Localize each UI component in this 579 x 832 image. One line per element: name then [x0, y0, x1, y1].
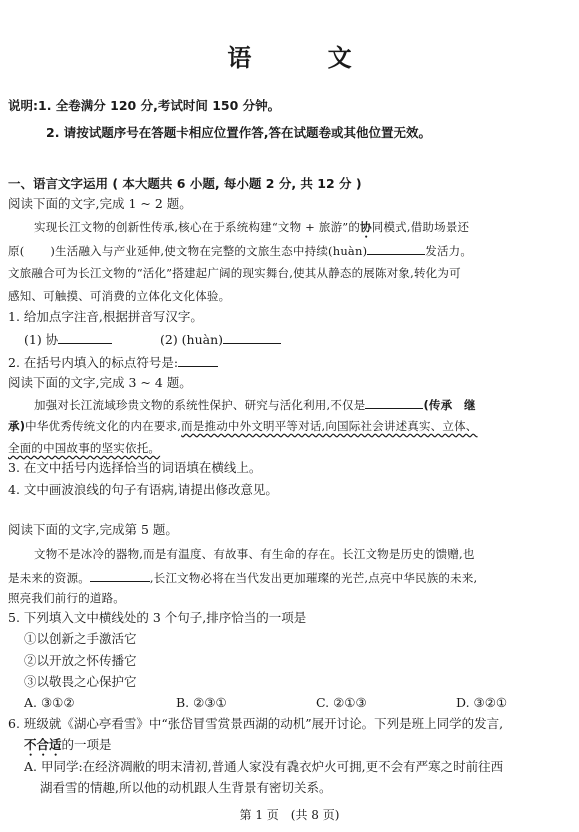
sentence-3: ③以敬畏之心保护它: [24, 674, 137, 689]
passage1-line-3: 文旅融合可为长江文物的“活化”搭建起广阔的现实舞台,使其从静态的展陈对象,转化为可: [8, 266, 461, 280]
question-6-line-1: 6. 班级就《湖心亭看雪》中“张岱冒雪赏景西湖的动机”展开讨论。下列是班上同学的发言,: [8, 716, 504, 731]
q1-item-label: (1) 协: [24, 332, 59, 347]
answer-blank: [223, 331, 281, 344]
question-5: 5. 下列填入文中横线处的 3 个句子,排序恰当的一项是: [8, 610, 307, 625]
question-4: 4. 文中画波浪线的句子有语病,请提出修改意见。: [8, 482, 278, 497]
passage1-text: )生活融入与产业延伸,使文物在完整的文旅生态中持续(huàn): [50, 244, 368, 258]
page-footer: 第 1 页 (共 8 页): [239, 808, 340, 822]
passage2-line-3: [8, 440, 160, 456]
passage3-line-1: 文物不是冰冷的器物,而是有温度、有故事、有生命的存在。长江文物是历史的馈赠,也: [34, 547, 475, 561]
wavy-underlined-sentence: 而是推动中外文明平等对话,向国际社会讲述真实、立体、: [181, 419, 478, 433]
answer-blank: [178, 354, 218, 367]
q2-text: 2. 在括号内填入的标点符号是:: [8, 355, 179, 370]
q6-text: 的一项是: [61, 737, 112, 752]
reading-prompt-1-2: 阅读下面的文字,完成 1 ~ 2 题。: [8, 196, 192, 211]
option-6a-line-2: 湖看雪的情趣,所以他的动机跟人生背景有密切关系。: [40, 780, 332, 795]
sentence-1: ①以创新之手激活它: [24, 631, 137, 646]
question-2: [8, 354, 218, 371]
question-6-line-2: [24, 737, 112, 759]
passage3-line-3: 照亮我们前行的道路。: [8, 591, 125, 605]
question-1-item-1: [24, 331, 112, 348]
answer-blank: [90, 569, 150, 582]
section-heading: 一、语言文字运用 ( 本大题共 6 小题, 每小题 2 分, 共 12 分 ): [8, 176, 362, 191]
passage1-line-2: [8, 242, 472, 259]
option-d: D. ③②①: [456, 695, 508, 710]
answer-blank-huan: [367, 242, 425, 255]
reading-prompt-5: 阅读下面的文字,完成第 5 题。: [8, 522, 178, 537]
question-1: 1. 给加点字注音,根据拼音写汉字。: [8, 309, 203, 324]
passage2-line-2: [8, 418, 477, 434]
instruction-1: 1. 全卷满分 120 分,考试时间 150 分钟。: [38, 98, 281, 113]
answer-blank: [365, 396, 423, 409]
passage1-line-4: 感知、可触摸、可消费的立体化文化体验。: [8, 289, 231, 303]
option-b: B. ②③①: [176, 695, 227, 710]
instructions-label: 说明:: [8, 98, 38, 113]
passage3-line-2: [8, 569, 477, 586]
reading-prompt-3-4: 阅读下面的文字,完成 3 ~ 4 题。: [8, 375, 192, 390]
passage2-text: 中华优秀传统文化的内在要求,: [25, 419, 182, 433]
passage1-text: 同模式,借助场景还: [371, 220, 470, 234]
passage1-text: 发活力。: [425, 244, 473, 258]
word-choice: (传承 继: [423, 398, 476, 412]
word-choice: 承): [8, 419, 26, 433]
question-3: 3. 在文中括号内选择恰当的词语填在横线上。: [8, 460, 262, 475]
passage3-text: ,长江文物必将在当代发出更加璀璨的光芒,点亮中华民族的未来,: [149, 571, 478, 585]
passage2-line-1: [8, 396, 476, 413]
passage1-line-1: [8, 219, 469, 241]
emphasized-phrase: 不合适: [24, 737, 62, 752]
passage1-text: 原(: [8, 244, 25, 258]
passage1-text: 实现长江文物的创新性传承,核心在于系统构建“文物 + 旅游”的: [34, 220, 361, 234]
answer-blank: [58, 331, 112, 344]
passage3-text: 是未来的资源。: [8, 571, 90, 585]
passage2-text: 加强对长江流域珍贵文物的系统性保护、研究与活化利用,不仅是: [34, 398, 366, 412]
wavy-underlined-sentence: 全面的中国故事的坚实依托。: [8, 441, 161, 455]
option-c: C. ②①③: [316, 695, 367, 710]
instruction-2: 2. 请按试题序号在答题卡相应位置作答,答在试题卷或其他位置无效。: [46, 125, 432, 140]
sentence-2: ②以开放之怀传播它: [24, 653, 137, 668]
question-1-item-2: [160, 331, 281, 348]
page-title: 语 文: [227, 44, 386, 72]
dotted-char-xie: 协: [360, 220, 372, 234]
option-6a-line-1: A. 甲同学:在经济凋敝的明末清初,普通人家没有毳衣炉火可拥,更不会有严寒之时前往西: [24, 759, 504, 774]
option-a: A. ③①②: [24, 695, 75, 710]
q1-item-label: (2) (huàn): [160, 332, 224, 347]
instructions-line-1: [8, 98, 280, 114]
